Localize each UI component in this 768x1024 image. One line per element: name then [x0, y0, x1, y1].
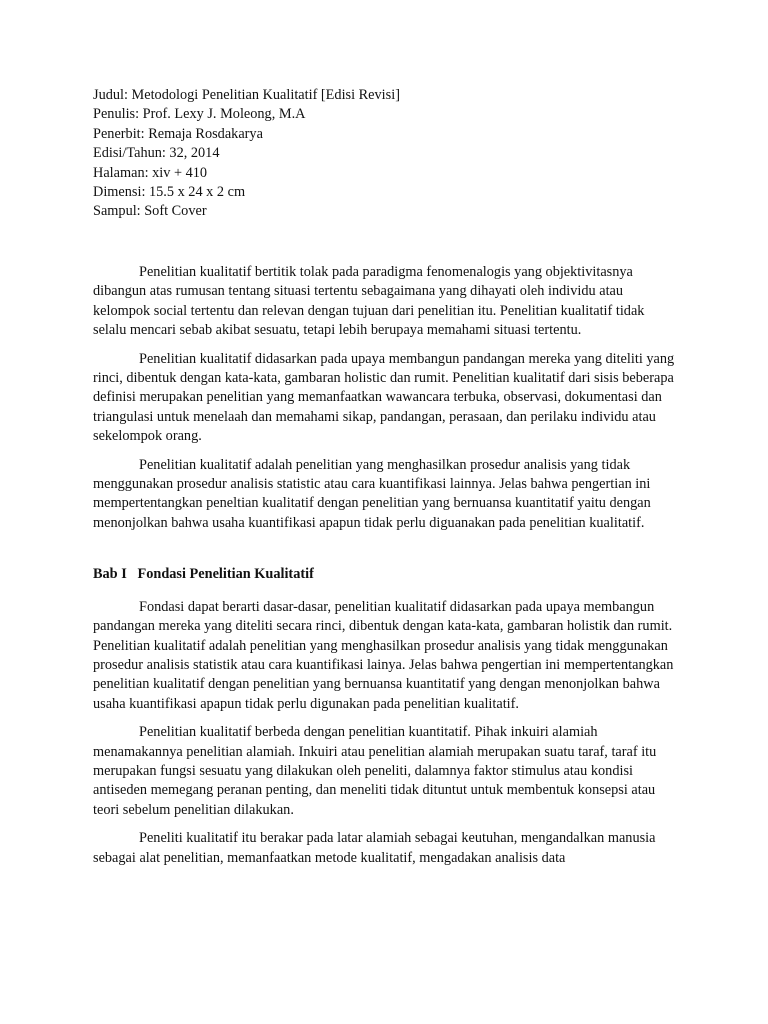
book-cover-line: Sampul: Soft Cover — [93, 203, 207, 220]
book-publisher-line: Penerbit: Remaja Rosdakarya — [93, 125, 263, 142]
book-pages-line: Halaman: xiv + 410 — [93, 164, 208, 181]
intro-paragraph: Penelitian kualitatif adalah penelitian yang menghasilkan prosedur analisis yang tidak menggunakan prosedur analisis statistic atau cara kuantifikasi lainnya. Jelas bahwa pengertian ini mempertentangkan peneltian kualitatif dengan penelitian yang bernuansa kuantitatif yaitu dengan menonjolkan bahwa usaha kuantifikasi apapun tidak perlu diguanakan pada penelitian kualitatif. — [93, 456, 651, 531]
book-edition-line: Edisi/Tahun: 32, 2014 — [93, 145, 220, 162]
intro-paragraph: Penelitian kualitatif didasarkan pada upaya membangun pandangan mereka yang diteliti yang rinci, dibentuk dengan kata-kata, gambaran holistic dan rumit. Penelitian kualitatif dari sisis beberapa definisi merupakan penelitian yang memanfaatkan wawancara terbuka, observasi, dokumentasi dan triangulasi untuk menelaah dan memahami sikap, pandangan, perasaan, dan perilaku individu atau sekelompok orang. — [93, 350, 675, 445]
chapter-paragraph: Penelitian kualitatif berbeda dengan penelitian kuantitatif. Pihak inkuiri alamiah menamakannya penelitian alamiah. Inkuiri atau penelitian alamiah merupakan suatu taraf, taraf itu merupakan fungsi sesuatu yang dilakukan oleh peneliti, dalamnya faktor stimulus atau kondisi antiseden memegang peranan penting, dan meneliti tidak dituntut untuk membentuk konsepsi atau teori sebelum penelitian dilakukan. — [93, 724, 657, 818]
book-title-line: Judul: Metodologi Penelitian Kualitatif [Edisi Revisi] — [93, 87, 400, 103]
book-info-block — [93, 86, 693, 222]
book-dimension-line: Dimensi: 15.5 x 24 x 2 cm — [93, 184, 246, 201]
intro-paragraph: Penelitian kualitatif bertitik tolak pada paradigma fenomenalogis yang objektivitasnya dibangun atas rumusan tentang situasi tertentu sebagaimana yang dihayati oleh individu atau kelompok social tertentu dan relevan dengan tujuan dari penelitian itu. Penelitian kualitatif tidak selalu mencari sebab akibat sesuatu, tetapi lebih berupaya memahami situasi tertentu. — [93, 264, 645, 339]
chapter-paragraph: Fondasi dapat berarti dasar-dasar, penelitian kualitatif didasarkan pada upaya membangun pandangan mereka yang diteliti secara rinci, dibentuk dengan kata-kata, gambaran holistik dan rumit. Penelitian kualitatif adalah penelitian yang menghasilkan prosedur analisis yang tidak menggunakan prosedur analisis statistik atau cara kuantifikasi lainya. Jelas bahwa pengertian ini mempertentangkan penelitian kualitatif dengan penelitian yang bernuansa kuantitatif yang dengan menonjolkan bahwa usaha kuantifikasi apapun tidak perlu digunakan pada penelitian kualitatif. — [93, 598, 674, 712]
chapter-paragraph: Peneliti kualitatif itu berakar pada latar alamiah sebagai keutuhan, mengandalkan manusia sebagai alat penelitian, memanfaatkan metode kualitatif, mengadakan analisis data — [93, 830, 656, 866]
document-body — [93, 263, 675, 877]
book-author-line: Penulis: Prof. Lexy J. Moleong, M.A — [93, 106, 306, 123]
chapter-heading: Bab I Fondasi Penelitian Kualitatif — [93, 566, 314, 583]
